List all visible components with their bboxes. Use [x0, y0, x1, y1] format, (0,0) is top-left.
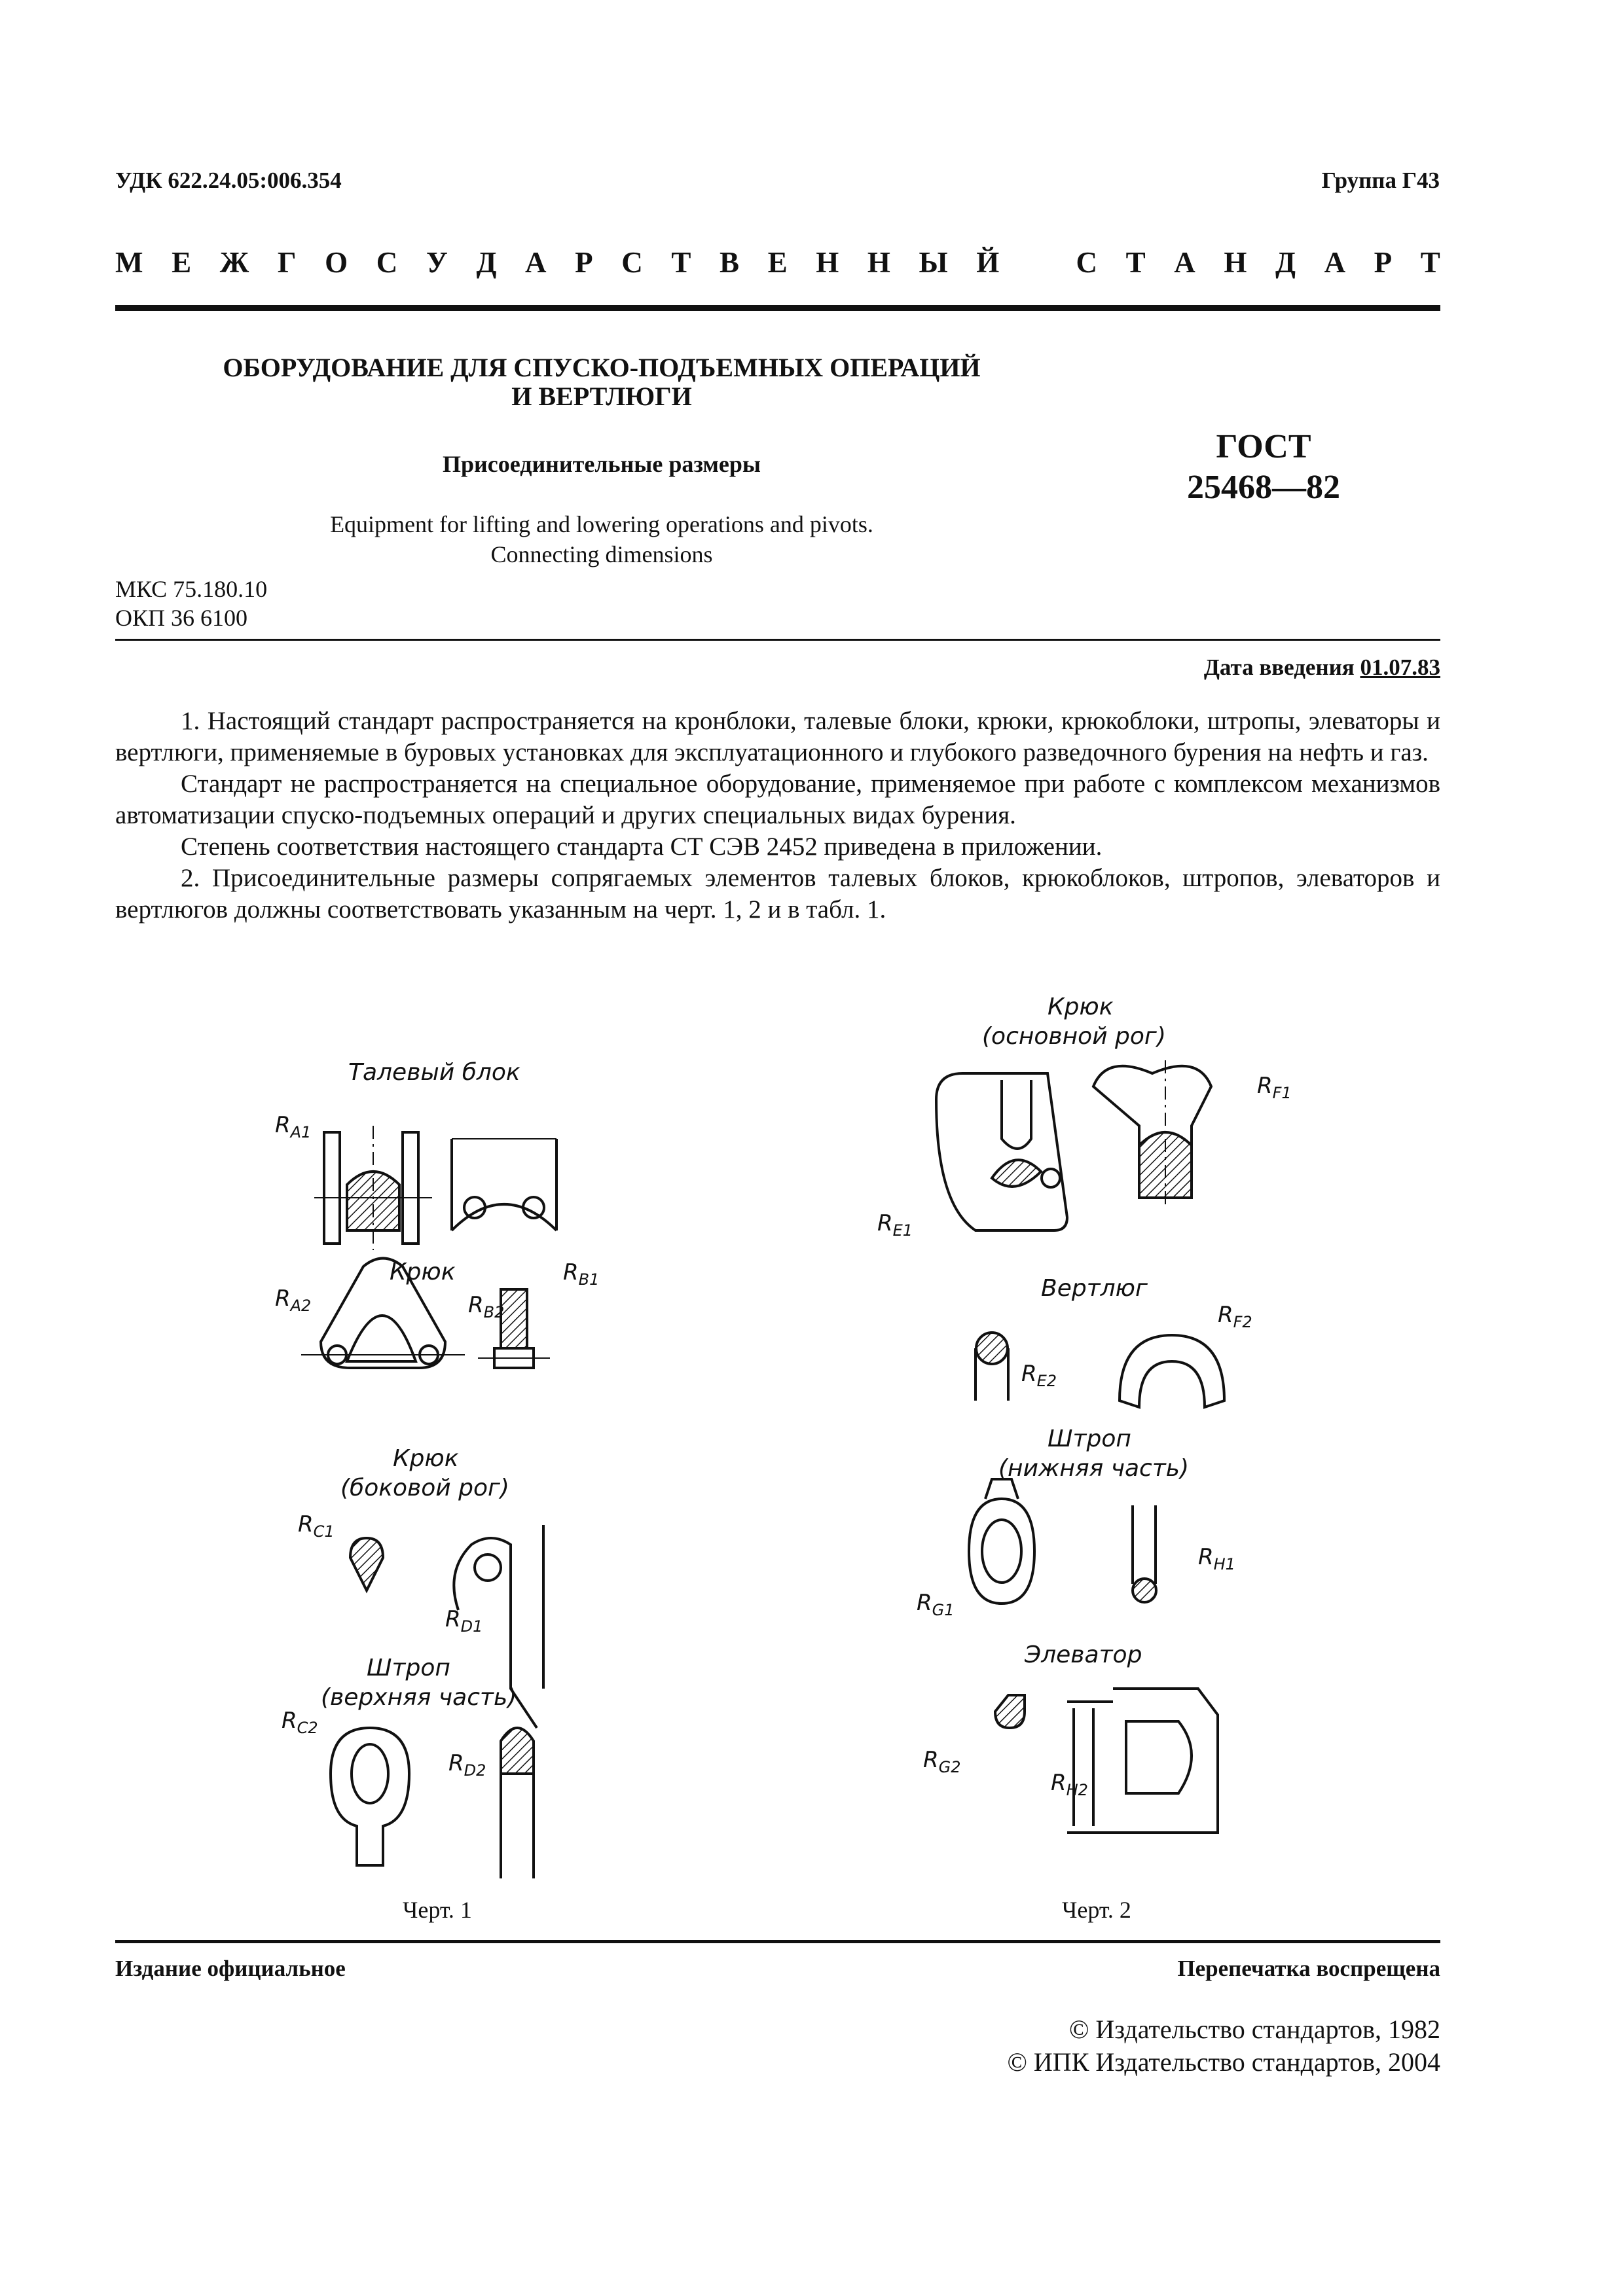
- group-code: Группа Г43: [1321, 168, 1440, 193]
- footer-rule: [115, 1940, 1440, 1943]
- banner-letter: Р: [1374, 246, 1393, 279]
- elevator-opening: [1126, 1721, 1192, 1793]
- title-line-1: ОБОРУДОВАНИЕ ДЛЯ СПУСКО-ПОДЪЕМНЫХ ОПЕРАЦИЙ: [223, 353, 981, 382]
- shtrop-upper-section: [501, 1728, 534, 1774]
- banner-letter: Д: [1275, 246, 1296, 279]
- label-kryuk: Крюк: [390, 1259, 456, 1285]
- date-label: Дата введения: [1203, 655, 1355, 680]
- figure-2-drawing: [851, 982, 1388, 1885]
- copyright-line-2: © ИПК Издательство стандартов, 2004: [1007, 2047, 1440, 2077]
- banner-letter: С: [376, 246, 398, 279]
- interstate-standard-banner: [115, 245, 1440, 279]
- shtrop-upper-eye: [331, 1728, 409, 1865]
- banner-letter: А: [525, 246, 547, 279]
- label-r-g1: $R_{G1}$: [917, 1590, 955, 1619]
- banner-letter: Ж: [219, 246, 249, 279]
- label-r-a1: $R_{A1}$: [275, 1112, 312, 1141]
- kryuk-main-slot: [1002, 1080, 1031, 1149]
- document-title: [115, 353, 1088, 411]
- label-elevator: Элеватор: [1025, 1641, 1142, 1668]
- label-r-d1: $R_{D1}$: [445, 1606, 483, 1636]
- vertlyug-arc: [1120, 1335, 1224, 1407]
- label-r-f1: $R_{F1}$: [1257, 1073, 1292, 1102]
- label-talevy-blok: Талевый блок: [348, 1059, 520, 1086]
- paragraph-1: 1. Настоящий стандарт распространяется на кронблоки, талевые блоки, крюки, крюкоблоки, штропы, элеваторы и вертлюги, применяемые в буровых установках для эксплуатационного и глубокого разведочного бурения на нефть и газ.: [115, 707, 1440, 766]
- english-title: [115, 509, 1088, 569]
- banner-letter: Г: [277, 246, 297, 279]
- talevy-blok-cheek-right: [403, 1132, 418, 1244]
- kryuk-hatched-section: [501, 1289, 527, 1348]
- vertlyug-section: [976, 1333, 1008, 1364]
- introduction-date: [1204, 655, 1440, 681]
- banner-letter: Й: [976, 246, 1000, 279]
- bokovoy-rog-section: [350, 1538, 383, 1590]
- talevy-blok-cheek-left: [324, 1132, 340, 1244]
- elevator-body: [1067, 1689, 1218, 1833]
- okp-code: ОКП 36 6100: [115, 605, 248, 631]
- gost-label: ГОСТ: [1216, 428, 1311, 465]
- label-r-d2: $R_{D2}$: [448, 1750, 486, 1780]
- shtrop-lower-eye: [969, 1499, 1034, 1604]
- label-r-b2: $R_{B2}$: [468, 1292, 505, 1321]
- banner-letter: Д: [476, 246, 497, 279]
- label-r-c2: $R_{C2}$: [282, 1708, 318, 1737]
- banner-letter: Н: [816, 246, 839, 279]
- shtrop-lower-section: [1133, 1579, 1156, 1602]
- label-osnovnoy-rog: (основной рог): [982, 1023, 1166, 1050]
- banner-letter: Ы: [919, 246, 948, 279]
- gost-designation: [1152, 427, 1375, 508]
- banner-letter: О: [325, 246, 348, 279]
- banner-letter: М: [115, 246, 143, 279]
- classification-codes: [115, 575, 267, 632]
- label-r-b1: $R_{B1}$: [563, 1259, 600, 1289]
- banner-letter: С: [621, 246, 643, 279]
- header-rule: [115, 305, 1440, 311]
- udk-code: УДК 622.24.05:006.354: [115, 168, 342, 193]
- label-r-e2: $R_{E2}$: [1021, 1361, 1057, 1390]
- label-nizhnyaya-chast: (нижняя часть): [998, 1455, 1190, 1482]
- banner-letter: Е: [767, 246, 788, 279]
- figure-1-caption: Черт. 1: [403, 1897, 472, 1923]
- kryuk-main-section: [992, 1160, 1041, 1187]
- banner-letter: Н: [1224, 246, 1247, 279]
- label-kryuk-main: Крюк: [1048, 994, 1114, 1020]
- figure-2-caption: Черт. 2: [1062, 1897, 1131, 1923]
- label-verkhnyaya-chast: (верхняя часть): [321, 1684, 517, 1711]
- label-r-f2: $R_{F2}$: [1218, 1302, 1252, 1331]
- label-vertlyug: Вертлюг: [1041, 1275, 1148, 1302]
- english-title-line-1: Equipment for lifting and lowering operations and pivots.: [330, 511, 873, 537]
- banner-letter: Е: [172, 246, 192, 279]
- banner-word-gap: [1028, 245, 1048, 279]
- banner-letter: Т: [1125, 246, 1146, 279]
- copyright-block: [1008, 2013, 1440, 2079]
- document-subtitle: Присоединительные размеры: [442, 451, 761, 477]
- shtrop-upper-eye-opening: [352, 1744, 388, 1803]
- reprint-prohibited: Перепечатка воспрещена: [1177, 1956, 1440, 1981]
- label-r-a2: $R_{A2}$: [275, 1285, 312, 1315]
- gost-number: 25468—82: [1187, 469, 1340, 506]
- paragraph-2: Стандарт не распространяется на специальное оборудование, применяемое при работе с комплексом механизмов автоматизации спуско-подъемных операций и других специальных видах бурения.: [115, 770, 1440, 829]
- figure-1-drawing: [236, 1034, 799, 1937]
- label-bokovoy-rog: (боковой рог): [340, 1475, 509, 1501]
- paragraph-4: 2. Присоединительные размеры сопрягаемых элементов талевых блоков, крюкоблоков, штропов, элеваторов и вертлюгов должны соответствовать указанным на черт. 1, 2 и в табл. 1.: [115, 864, 1440, 924]
- banner-letter: А: [1174, 246, 1195, 279]
- banner-letter: А: [1324, 246, 1346, 279]
- label-r-g2: $R_{G2}$: [923, 1747, 961, 1776]
- official-edition: Издание официальное: [115, 1956, 346, 1981]
- elevator-section: [995, 1695, 1025, 1728]
- shtrop-lower-eye-opening: [982, 1520, 1021, 1583]
- banner-letter: Н: [867, 246, 890, 279]
- banner-letter: Т: [671, 246, 691, 279]
- kryuk-main-hole: [1042, 1169, 1060, 1187]
- shtrop-lower-neck: [985, 1479, 1018, 1499]
- label-r-c1: $R_{C1}$: [298, 1511, 335, 1541]
- bokovoy-rog-hole: [475, 1554, 501, 1581]
- label-shtrop-bottom: Штроп: [1048, 1426, 1131, 1452]
- mks-code: МКС 75.180.10: [115, 576, 268, 602]
- banner-letter: В: [719, 246, 739, 279]
- body-text: [115, 706, 1440, 925]
- label-r-h2: $R_{H2}$: [1051, 1770, 1088, 1799]
- title-line-2: И ВЕРТЛЮГИ: [511, 382, 692, 411]
- title-rule: [115, 639, 1440, 641]
- label-r-h1: $R_{H1}$: [1198, 1544, 1235, 1573]
- banner-letter: Р: [575, 246, 593, 279]
- label-shtrop-top: Штроп: [367, 1655, 450, 1681]
- paragraph-3: Степень соответствия настоящего стандарта СТ СЭВ 2452 приведена в приложении.: [181, 833, 1103, 861]
- shtrop-lower-rod: [1133, 1505, 1156, 1584]
- label-kryuk-bokovoy: Крюк: [393, 1445, 459, 1472]
- banner-letter: С: [1076, 246, 1098, 279]
- banner-letter: У: [426, 246, 448, 279]
- label-r-e1: $R_{E1}$: [877, 1210, 913, 1240]
- copyright-line-1: © Издательство стандартов, 1982: [1068, 2015, 1440, 2044]
- date-value: 01.07.83: [1360, 655, 1440, 680]
- banner-letter: Т: [1420, 246, 1440, 279]
- english-title-line-2: Connecting dimensions: [490, 541, 713, 567]
